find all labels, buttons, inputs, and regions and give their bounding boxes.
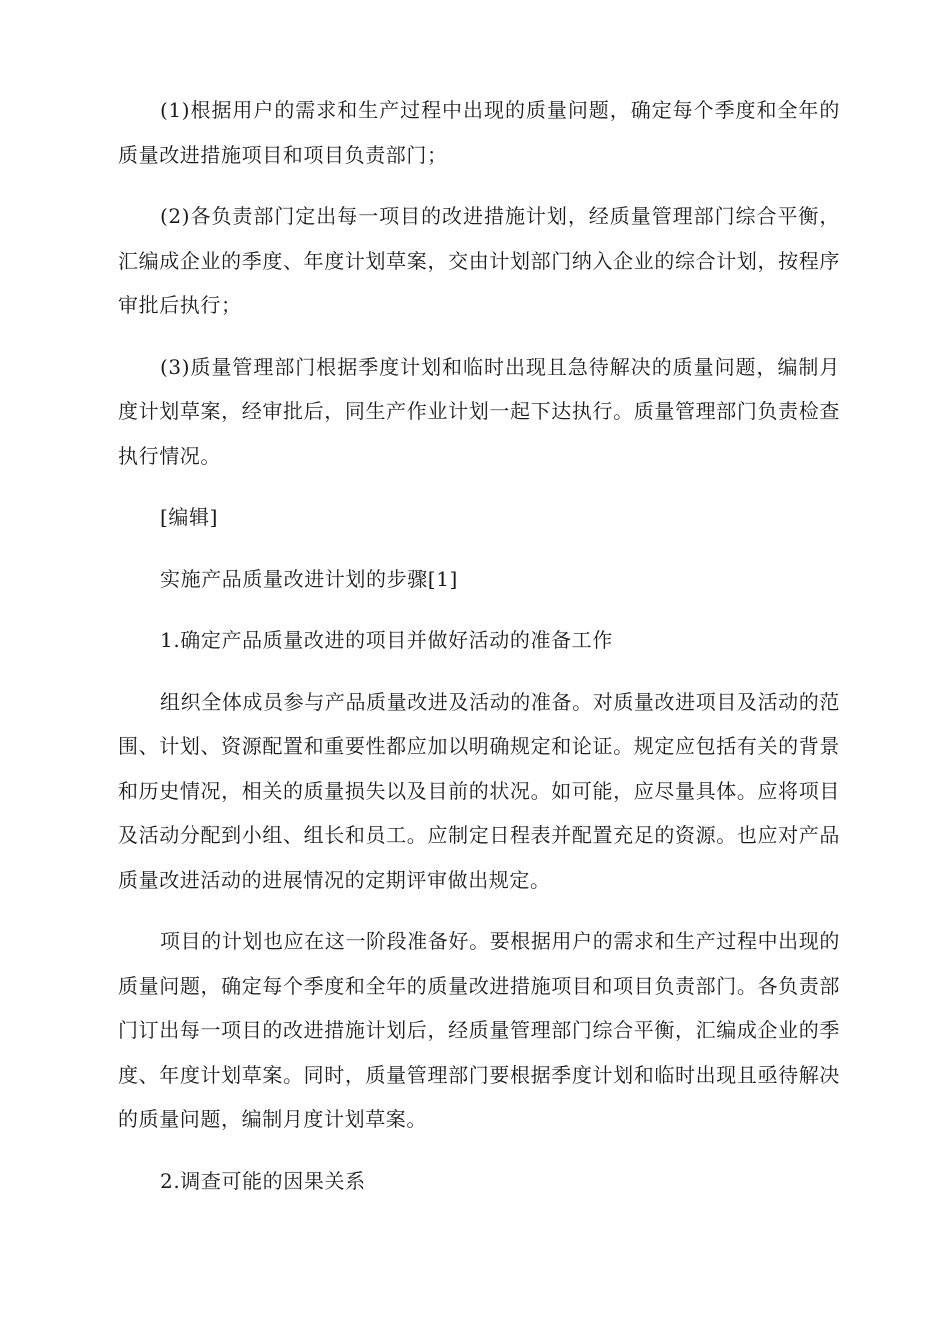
paragraph-preparation: 组织全体成员参与产品质量改进及活动的准备。对质量改进项目及活动的范围、计划、资源配置和重要性都应加以明确规定和论证。规定应包括有关的背景和历史情况，相关的质量损失以及目前的状况。如可能，应尽量具体。应将项目及活动分配到小组、组长和员工。应制定日程表并配置充足的资源。也应对产品质量改进活动的进展情况的定期评审做出规定。 — [118, 689, 840, 892]
paragraph-project-plan: 项目的计划也应在这一阶段准备好。要根据用户的需求和生产过程中出现的质量问题，确定每个季度和全年的质量改进措施项目和项目负责部门。各负责部门订出每一项目的改进措施计划后，经质量管理部门综合平衡，汇编成企业的季度、年度计划草案。同时，质量管理部门要根据季度计划和临时出现且亟待解决的质量问题，编制月度计划草案。 — [118, 929, 840, 1131]
section-heading: 实施产品质量改进计划的步骤[1] — [160, 566, 458, 591]
paragraph-step-3: (3)质量管理部门根据季度计划和临时出现且急待解决的质量问题，编制月度计划草案，经审批后，同生产作业计划一起下达执行。质量管理部门负责检查执行情况。 — [118, 354, 840, 468]
subheading-1: 1.确定产品质量改进的项目并做好活动的准备工作 — [160, 628, 613, 652]
document-body — [118, 88, 840, 1203]
paragraph-step-2: (2)各负责部门定出每一项目的改进措施计划，经质量管理部门综合平衡，汇编成企业的季度、年度计划草案，交由计划部门纳入企业的综合计划，按程序审批后执行； — [118, 204, 840, 317]
paragraph-step-1: (1)根据用户的需求和生产过程中出现的质量问题，确定每个季度和全年的质量改进措施项目和项目负责部门； — [118, 98, 840, 167]
edit-link[interactable]: [编辑] — [160, 505, 219, 529]
subheading-2: 2.调查可能的因果关系 — [160, 1168, 366, 1193]
